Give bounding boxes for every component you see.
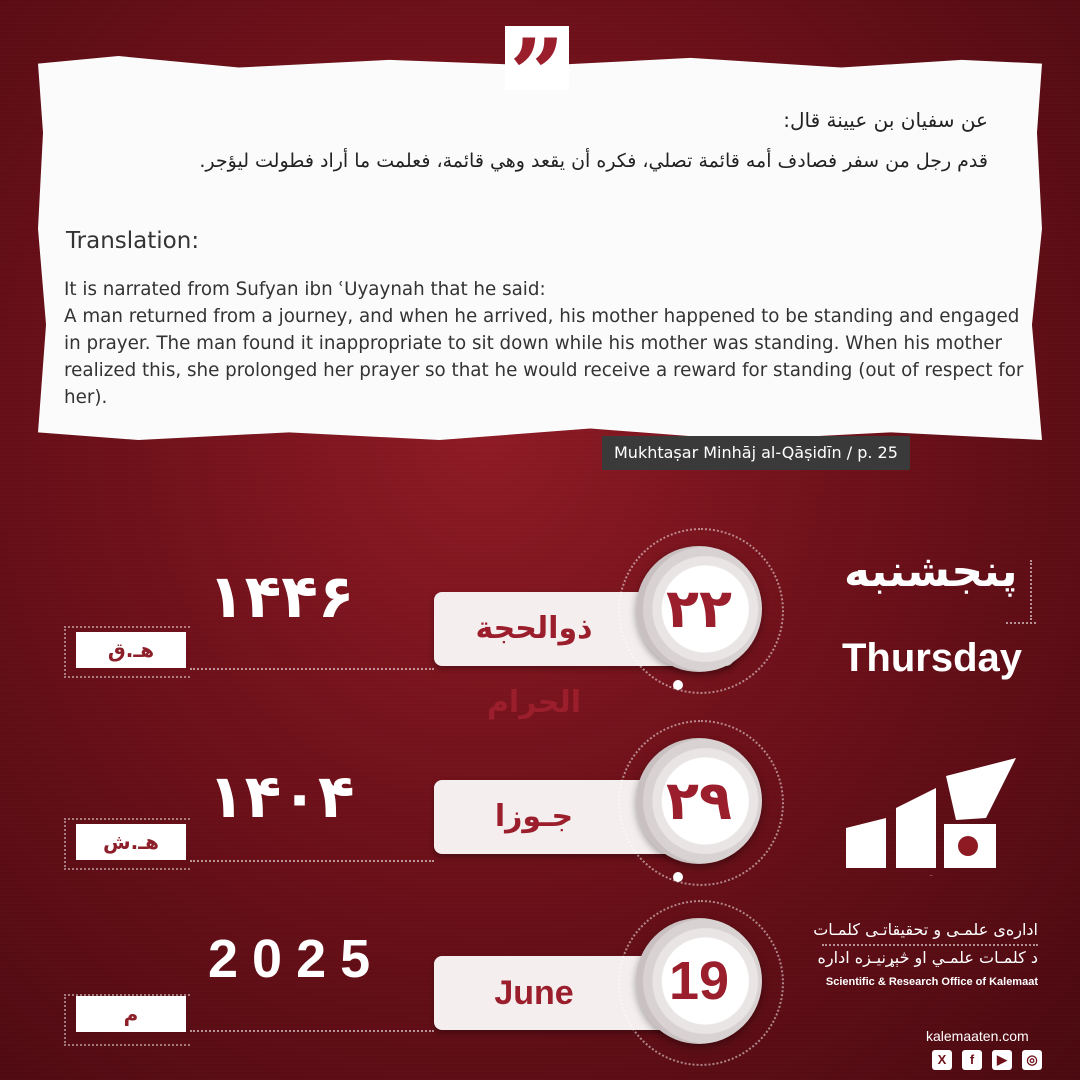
solar-hijri-year: ۱۴۰۴	[208, 762, 355, 832]
org-name-pashto: د کلمـات علمـي او څېړنیـزه اداره	[817, 948, 1038, 967]
logo-text: کلمات	[929, 876, 933, 877]
org-name-persian: اداره‌ی علمـی و تحقیقاتـی کلمـات	[813, 920, 1038, 939]
facebook-icon[interactable]: f	[962, 1050, 982, 1070]
weekday-english: Thursday	[842, 636, 1023, 680]
solar-month: جـوزا	[494, 799, 574, 834]
org-name-english: Scientific & Research Office of Kalemaat	[825, 976, 1038, 988]
translation-title: Translation:	[66, 228, 200, 254]
divider	[190, 1030, 434, 1032]
hijri-day: ۲۲	[666, 577, 732, 640]
hijri-year: ۱۴۴۶	[208, 562, 355, 632]
divider	[190, 860, 434, 862]
source-citation: Mukhtaṣar Minhāj al-Qāṣidīn / p. 25	[602, 436, 910, 470]
instagram-icon[interactable]: ◎	[1022, 1050, 1042, 1070]
divider	[822, 944, 1038, 946]
website-link[interactable]: kalemaaten.com	[926, 1028, 1029, 1044]
gregorian-year: 2025	[208, 929, 385, 989]
gregorian-month: June	[494, 974, 574, 1012]
arabic-quote-text: قدم رجل من سفر فصادف أمه قائمة تصلي، فكره أن يقعد وهي قائمة، فعلمت ما أراد فطولت ليؤجر.	[199, 150, 988, 172]
translation-intro: It is narrated from Sufyan ibn ʿUyaynah that he said:	[64, 279, 546, 300]
dot	[673, 872, 683, 882]
arabic-quote-intro: عن سفيان بن عيينة قال:	[783, 108, 988, 132]
dot	[673, 680, 683, 690]
hijri-month: ذوالحجة الحرام	[475, 611, 593, 720]
divider	[190, 668, 434, 670]
solar-hijri-era-label: هـ.ش	[76, 824, 186, 860]
weekday-persian: پنجشنبه	[844, 546, 1018, 597]
quote-icon: ”	[505, 26, 569, 90]
youtube-icon[interactable]: ▶	[992, 1050, 1012, 1070]
solar-day: ۲۹	[666, 769, 732, 832]
gregorian-era-label: م	[76, 996, 186, 1032]
solar-day-badge	[636, 738, 762, 864]
translation-body	[64, 276, 1034, 411]
kalemaat-logo	[836, 758, 1026, 878]
x-icon[interactable]: X	[932, 1050, 952, 1070]
divider	[1006, 622, 1036, 624]
divider	[1030, 560, 1032, 620]
hijri-day-badge	[636, 546, 762, 672]
translation-text: A man returned from a journey, and when he arrived, his mother happened to be standing and engaged in prayer. The man found it inappropriate to sit down while his mother was standing. When his mother realized this, she prolonged her prayer so that he would receive a reward for standing (out of respect for her).	[64, 306, 1024, 408]
gregorian-day: 19	[668, 951, 730, 1011]
gregorian-day-badge	[636, 918, 762, 1044]
hijri-era-label: هـ.ق	[76, 632, 186, 668]
